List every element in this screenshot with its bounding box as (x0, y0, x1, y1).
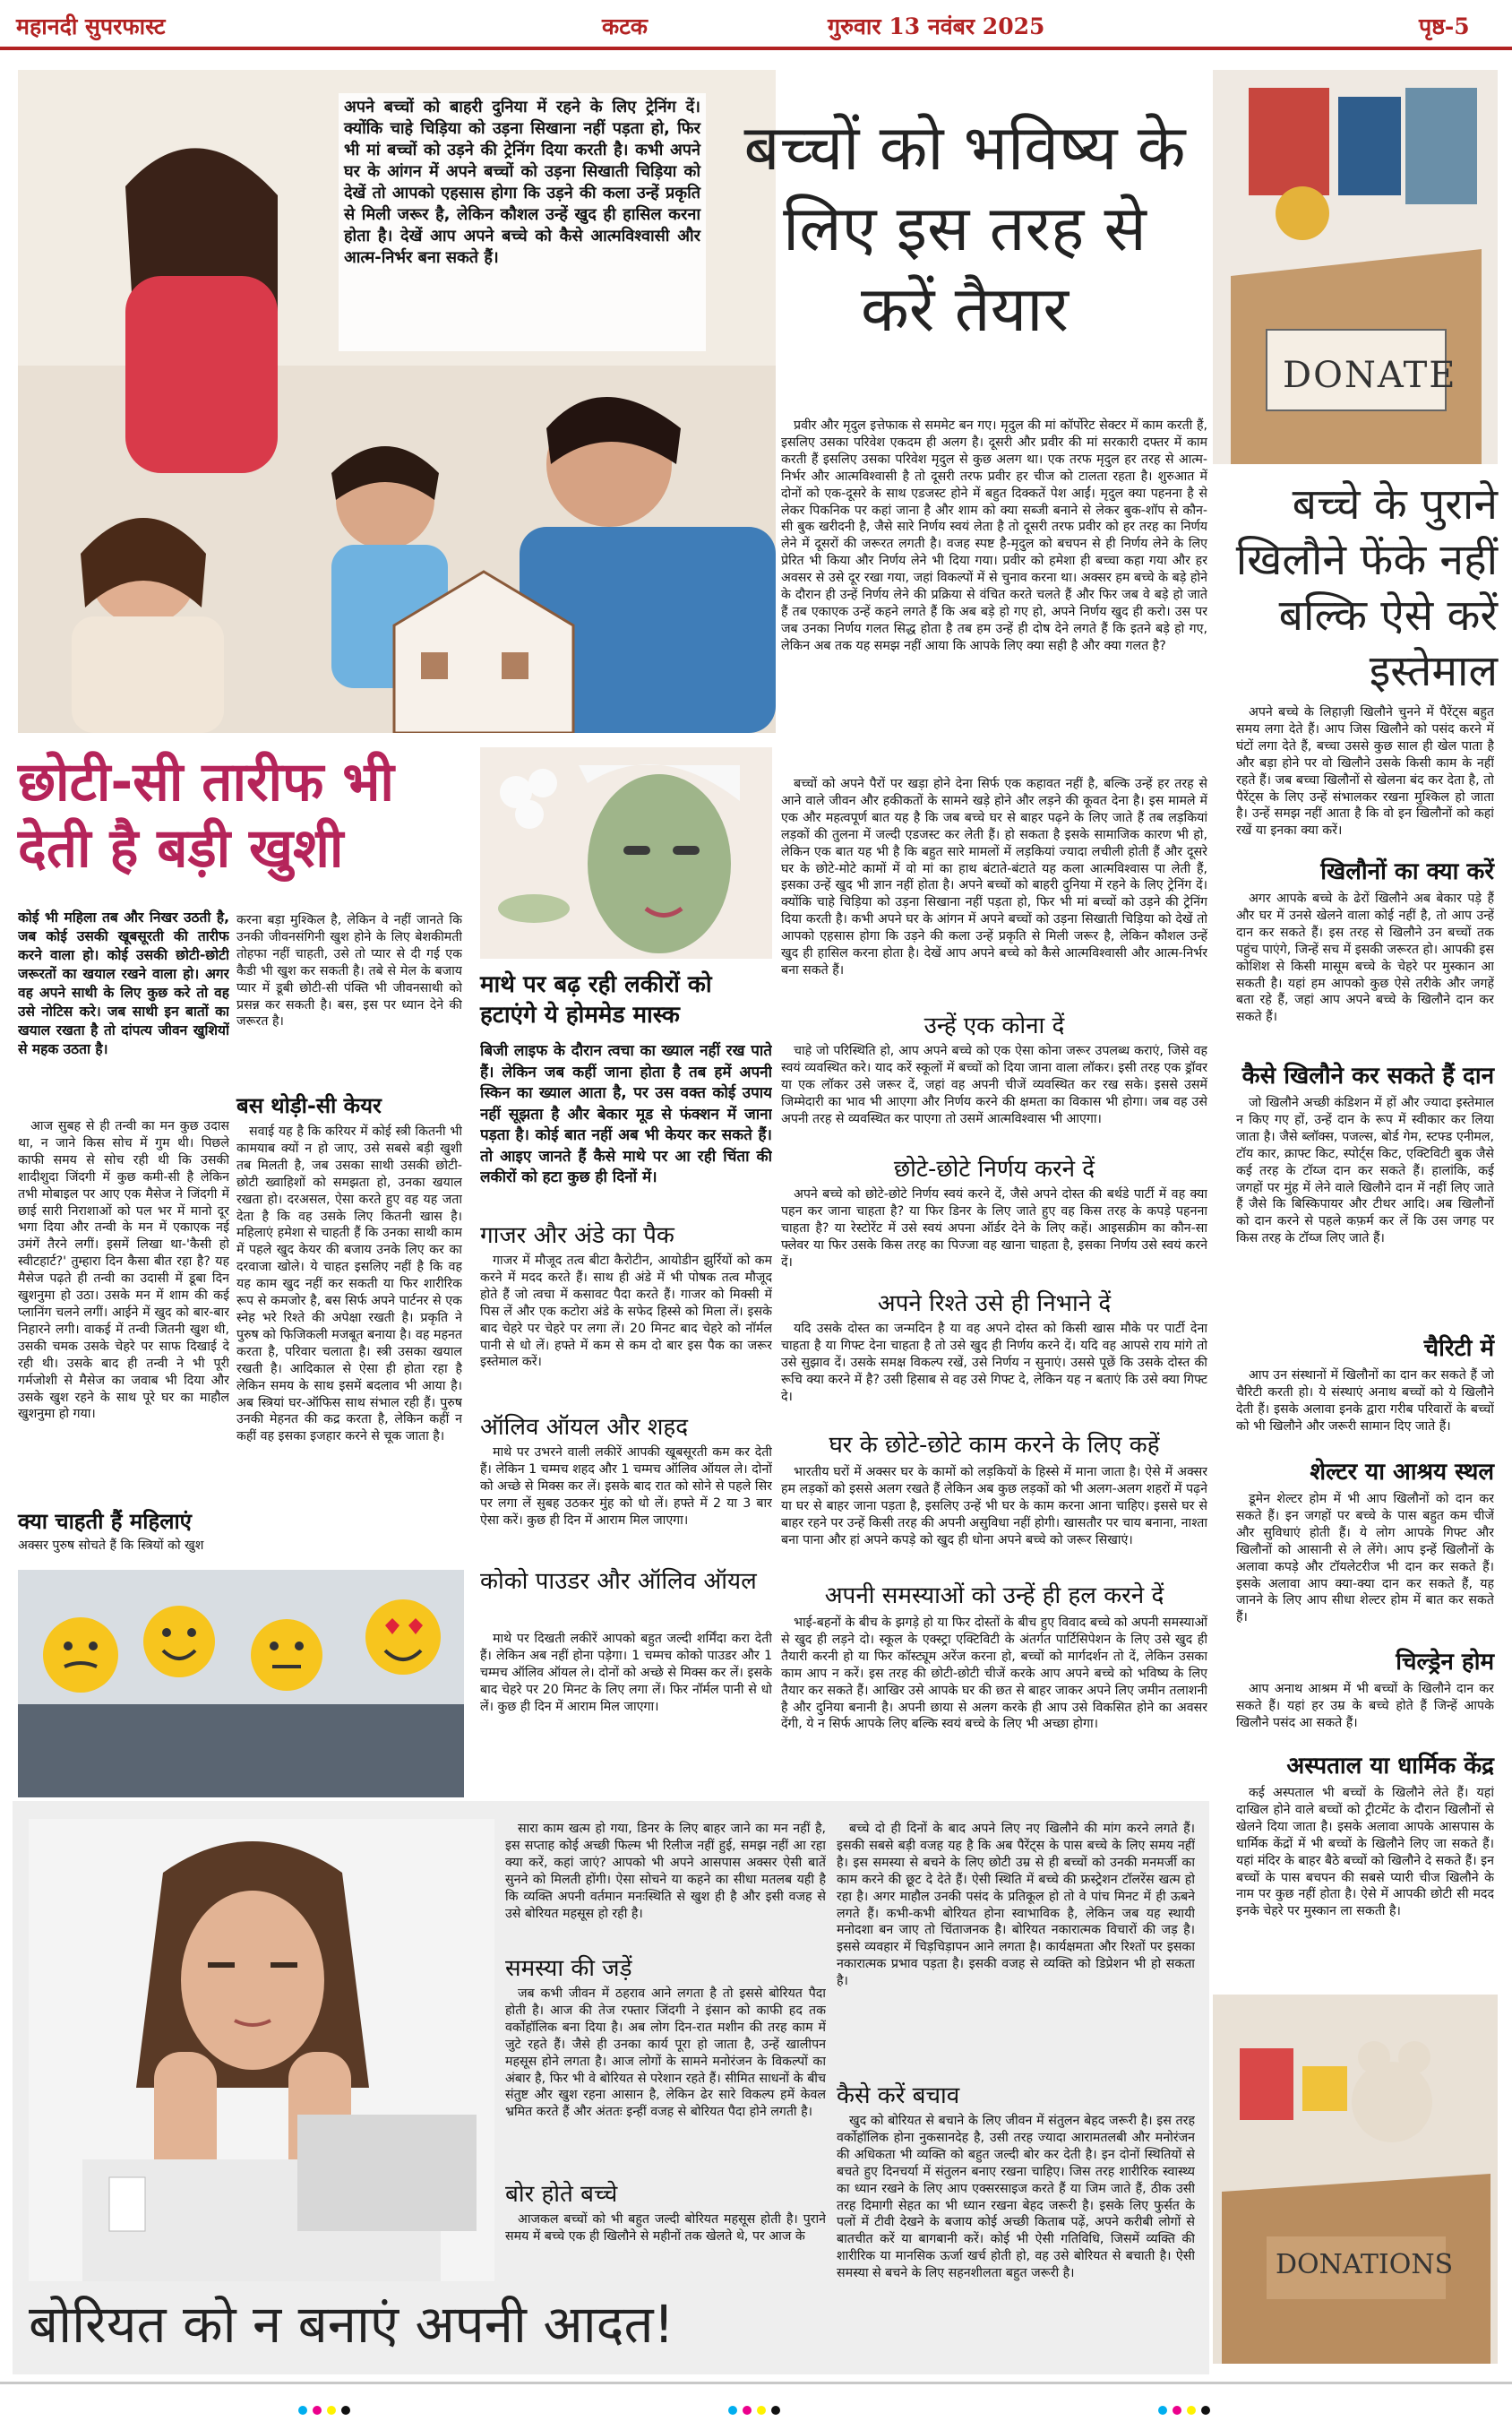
emoji-photo (18, 1570, 464, 1797)
text-olive: माथे पर उभरने वाली लकीरें आपकी खूबसूरती कम कर देती हैं। लेकिन 1 चम्मच शहद और 1 चम्मच ऑलिव ऑयल ले। दोनों को अच्छे से मिक्स कर लें। इसके बाद रात को सोने से पहले सिर पर लगा लें सुबह उठकर मुंह को धो लें। हफ्ते में 2 या 3 बार ऐसा करें। कुछ ही दिन में आराम मिल जाएगा। (480, 1445, 772, 1528)
donate-box-photo (1213, 70, 1498, 464)
tarif-col1: आज सुबह से ही तन्वी का मन कुछ उदास था, न जाने किस सोच में गुम थी। पिछले काफी समय से सोच रही थी कि उसकी शादीशुदा जिंदगी में कुछ कमी-सी है लेकिन तभी मोबाइल पर आए एक मैसेज ने जिंदगी में छाई सारी निराशाओं को पल भर में मानो दूर भगा दिया और तन्वी के मन में एकाएक नई उमंगें तैरने लगीं। इसमें लिखा था-'कैसी हो स्वीटहार्ट?' तुम्हारा दिन कैसा बीत रहा है? यह मैसेज पढ़ते ही तन्वी का उदासी में डूबा दिन खुशनुमा हो उठा। उसके मन में शाम की कई प्लानिंग चलने लगीं। आईने में खुद को बार-बार निहारने लगी। वाकई में तन्वी जितनी खुश थी, उसकी चमक उसके चेहरे पर साफ दिखाई दे रही थी। उसके बाद ही तन्वी ने भी पूरी गर्मजोशी से मैसेज का जवाब भी दिया और उसके खुश रहने के साथ पूरे घर का माहौल खुशनुमा हो गया। (18, 1119, 229, 1422)
toys-intro: अपने बच्चे के लिहाज़ी खिलौने चुनने में पैरेंट्स बहुत समय लगा देते हैं। आप जिस खिलौने को पसंद करने में घंटों लगा देते हैं, बच्चा उससे कुछ साल ही खेल पाता है और बड़ा होने पर वो खिलौने उसके किसी काम के नहीं रहते हैं। जब बच्चा खिलौनों से खेलना बंद कर देता है, तो पैरेंट्स के लिए उन्हें संभालकर रखना मुश्किल हो जाता है। उन्हें समझ नहीं आता है कि वो इन खिलौनों को कहां रखें या इनका क्या करें। (1236, 705, 1494, 839)
page-header (0, 0, 1512, 50)
heading-olive: ऑलिव ऑयल और शहद (480, 1414, 689, 1441)
text-nirnay: अपने बच्चे को छोटे-छोटे निर्णय स्वयं करने दें, जैसे अपने दोस्त की बर्थडे पार्टी में वह क्या पहन कर जाना चाहता है? या फिर डिनर के लिए जाते हुए वह किस तरह के कपड़े पहनना चाहता है? या रेस्टोरेंट में उसे स्वयं अपना ऑर्डर देने के लिए कहें। आइसक्रीम का कौन-सा फ्लेवर या फिर उसके किस तरह का पिज्जा वह खाना चाहता है, इसका निर्णय उसे स्वयं करने दें। (781, 1187, 1207, 1270)
heading-bor-bacche: बोर होते बच्चे (505, 2181, 618, 2208)
heading-kona: उन्हें एक कोना दें (924, 1012, 1065, 1039)
text-children-home: आप अनाथ आश्रम में भी बच्चों के खिलौने दान कर सकते हैं। यहां हर उम्र के बच्चे होते हैं जिन्हें आपके खिलौने पसंद आ सकते हैं। (1236, 1682, 1494, 1730)
text-daan: जो खिलौने अच्छी कंडिशन में हों और ज्यादा इस्तेमाल न किए गए हों, उन्हें दान के रूप में स्वीकार कर लिया जाता है। जैसे ब्लॉक्स, पजल्स, बोर्ड गेम, स्टफ्ड एनीमल, टॉय कार, क्राफ्ट किट, स्पोर्ट्स किट, एक्टिविटी बुक जैसे कई तरह के टॉय्ज दान कर सकते हैं। हालांकि, कई जगहों पर मुंह में लेने वाले खिलौने दान में नहीं लिए जाते हैं जैसे कि बिस्किपायर और टीथर आदि। अब खिलौनों को दान करने से पहले कफ़र्म कर लें कि उस जगह पर किस तरह के टॉय्ज लिए जाते हैं। (1236, 1096, 1494, 1246)
heading-samasya: अपनी समस्याओं को उन्हें ही हल करने दें (824, 1582, 1164, 1609)
heading-bas: बस थोड़ी-सी केयर (236, 1093, 382, 1118)
text-samasya-jad: जब कभी जीवन में ठहराव आने लगता है तो इससे बोरियत पैदा होती है। आज की तेज रफ्तार जिंदगी ने इंसान को काफी हद तक वर्कोहॉलिक बना दिया है। अब लोग दिन-रात मशीन की तरह काम में जुटे रहते हैं। जैसे ही उनका कार्य पूरा हो जाता है, उन्हें खालीपन महसूस होने लगता है। आज लोगों के सामने मनोरंजन के विकल्पों का अंबार है, फिर भी वे बोरियत से परेशान रहते हैं। सीमित साधनों के बीच संतुष्ट और खुश रहना आसान है, लेकिन ढेर सारे विकल्प हमें केवल भ्रमित करते हैं और अंततः इन्हीं वजह से बोरियत पैदा होने लगती है। (505, 1986, 826, 2120)
text-samasya: भाई-बहनों के बीच के झगड़े हो या फिर दोस्तों के बीच हुए विवाद बच्चे को अपनी समस्याओं से खुद ही लड़ने दो। स्कूल के एक्स्ट्रा एक्टिविटी के अंतर्गत पार्टिसिपेशन के लिए उसे खुद ही तैयारी करनी हो या फिर कॉस्ट्यूम अरेंज करना हो, बच्चों को मार्गदर्शन तो दें, लेकिन उसका काम आप न करें। इस तरह की छोटी-छोटी चीजें करके आप अपने बच्चे को भविष्य के लिए तैयार कर सकते हैं। आखिर उसे आपके घर की छत से बाहर जाकर अपने लिए जमीन तलाशनी है और दुनिया बनानी है। अपनी छाया से अलग करके ही आप उसे विकसित होने का अवसर देंगी, ये न सिर्फ आपके लिए बल्कि स्वयं बच्चे के लिए भी अच्छा होगा। (781, 1616, 1207, 1732)
mask-intro: बिजी लाइफ के दौरान त्वचा का ख्याल नहीं रख पाते हैं। लेकिन जब कहीं जाना होता है तब हमें अपनी स्किन का ख्याल आता है, पर उस वक्त कोई उपाय नहीं सूझता है और बेकार मूड से फंक्शन में जाना पड़ता है। कोई बात नहीं अब भी केयर कर सकते हैं। तो आइए जानते हैं कैसे माथे पर आ रही चिंता की लकीरों को हटा कुछ ही दिनों में। (480, 1042, 772, 1186)
heading-bachav: कैसे करें बचाव (837, 2082, 960, 2109)
text-hospital: कई अस्पताल भी बच्चों के खिलौने लेते हैं। यहां दाखिल होने वाले बच्चों को ट्रीटमेंट के दौरान खिलौनों से खेलने दिया जाता है। इसके अलावा आपके आसपास के धार्मिक केंद्रों में भी बच्चों के खिलौने लिए जा सकते हैं। यहां मंदिर के बाहर बैठे बच्चों को खिलौने दे सकते हैं। इन बच्चों के पास बचपन की सबसे प्यारी चीज खिलौने के नाम पर कुछ नहीं होता है। ऐसे में आपकी छोटी सी मदद इनके चेहरे पर मुस्कान ला सकती है। (1236, 1786, 1494, 1919)
text-khilone: अगर आपके बच्चे के ढेरों खिलौने अब बेकार पड़े हैं और घर में उनसे खेलने वाला कोई नहीं है, तो आप उन्हें दान कर सकते हैं। इस तरह से खिलौने उन बच्चों तक पहुंच पाएंगे, जिन्हें सच में इसकी जरूरत हो। आपकी इस कोशिश से किसी मासूम बच्चे के चेहरे पर मुस्कान आ सकती है। यहां हम आपको कुछ ऐसे तरीके और जगहें बता रहे हैं, जहां आप अपने बच्चे के खिलौने दान कर सकते हैं। (1236, 892, 1494, 1025)
text-coco: माथे पर दिखती लकीरें आपको बहुत जल्दी शर्मिंदा करा देती हैं। लेकिन अब नहीं होना पड़ेगा। 1 चम्मच कोको पाउडर और 1 चम्मच ऑलिव ऑयल ले। दोनों को अच्छे से मिक्स कर लें। इसके बाद चेहरे पर 20 मिनट के लिए लगा लें। फिर नॉर्मल पानी से धो लें। कुछ ही दिन में आराम मिल जाएगा। (480, 1632, 772, 1714)
text-rishte: यदि उसके दोस्त का जन्मदिन है या वह अपने दोस्त को किसी खास मौके पर पार्टी देना चाहता है या गिफ्ट देना चाहता है तो उसे खुद ही निर्णय करने दें। यदि वह आपसे राय मांगे तो उसे सुझाव दें। उसके समक्ष विकल्प रखें, उसे निर्णय न सुनाएं। उससे पूछें कि उसके दोस्त की रूचि क्या करने में है? उसी हिसाब से वह उसे गिफ्ट दे, लेकिन यह न बताएं कि उसे क्या गिफ्ट दे। (781, 1322, 1207, 1404)
boriyat-col2a: बच्चे दो ही दिनों के बाद अपने लिए नए खिलौने की मांग करने लगते हैं। इसकी सबसे बड़ी वजह यह है कि अब पैरेंट्स के पास बच्चे के लिए समय नहीं है। इस समस्या से बचने के लिए छोटी उम्र से ही बच्चों को उनकी मनमर्जी का काम करने की छूट दे देते हैं। ऐसी स्थिति में बच्चे की फ्रस्ट्रेशन टॉलरेंस खत्म हो रहा है। अगर माहौल उनकी पसंद के प्रतिकूल हो तो वे पांच मिनट में ही ऊबने लगते हैं। कभी-कभी बोरियत होना स्वाभाविक है, लेकिन जब यह स्थायी मनोदशा बन जाए तो चिंताजनक है। बोरियत नकारात्मक विचारों की जड़ है। इससे व्यवहार में चिड़चिड़ापन आने लगता है। कार्यक्षमता और रिश्तों पर इसका नकारात्मक प्रभाव पड़ता है। इसकी वजह से व्यक्ति को डिप्रेशन भी हो सकता है। (837, 1822, 1195, 1989)
city-name: कटक (602, 13, 649, 39)
date-line: गुरुवार 13 नवंबर 2025 (828, 13, 1045, 39)
mask-headline: माथे पर बढ़ रही लकीरों को हटाएंगे ये होममेड मास्क (480, 971, 712, 1029)
heading-shelter: शेल्टर या आश्रय स्थल (1310, 1459, 1494, 1486)
text-gajar: गाजर में मौजूद तत्व बीटा कैरोटीन, आयोडीन झुर्रियों को कम करने में मदद करते हैं। साथ ही अंडे में भी पोषक तत्व मौजूद होते हैं जो त्वचा में कसावट पैदा करते हैं। गाजर को मिक्सी में पिस लें और एक कटोरा अंडे के सफेद हिस्से को मिला लें। इसके बाद चेहरे पर चेहरे पर लगा लें। 20 मिनट बाद चेहरे को नॉर्मल पानी से धो लें। हफ्ते में कम से कम दो बार इस पैक का जरूर इस्तेमाल करें। (480, 1254, 772, 1370)
page-footer (0, 2376, 1512, 2430)
heading-coco: कोको पाउडर और ऑलिव ऑयल (480, 1568, 757, 1595)
heading-kya: क्या चाहती हैं महिलाएं (18, 1509, 192, 1534)
heading-charity: चैरिटी में (1423, 1335, 1494, 1362)
heading-khilone: खिलौनों का क्या करें (1320, 858, 1494, 885)
tarif-col2a: करना बड़ा मुश्किल है, लेकिन वे नहीं जानते कि उनकी जीवनसंगिनी खुश होने के लिए बेशकीमती तोहफा नहीं चाहती, उसे तो प्यार से दी गई एक कैडी भी खुश कर सकती है। तबे से मेल के बजाय प्यार में डूबी छोटी-सी पंक्ति भी जीवनसाथी को प्रसन्न कर सकती है। बस, इस पर ध्यान देने की जरूरत है। (236, 913, 462, 1030)
tarif-headline: छोटी-सी तारीफ भी देती है बड़ी खुशी (18, 751, 394, 880)
top-body-1: प्रवीर और मृदुल इत्तेफाक से सममेट बन गए। मृदुल की मां कॉर्पोरेट सेक्टर में काम करती हैं, इसलिए उसका परिवेश एकदम ही अलग है। दूसरी और प्रवीर की मां सरकारी दफ्तर में काम करती हैं इसलिए उसका परिवेश मृदुल से कुछ अलग था। एक तरफ मृदुल हर तरह से आत्म-निर्भर और आत्मविश्वासी है तो दूसरी तरफ प्रवीर हर चीज को टालता रहता है। शुरुआत में दोनों को एक-दूसरे के साथ एडजस्ट होने में बहुत दिक्कतें पेश आईं। मृदुल क्या पहनना है से लेकर पिकनिक पर कहां जाना है और शाम को क्या सब्जी बनाने से लेकर बुक-शॉप से कौन-सी बुक खरीदनी है, जैसे सारे निर्णय स्वयं लेता है तो दूसरी तरफ प्रवीर को हर तरह का निर्णय लेने में दूसरों की जरूरत लगती है। वजह स्पष्ट है-मृदुल को बचपन से ही निर्णय लेने के लिए प्रेरित भी किया और निर्णय लेने भी दिया गया। प्रवीर को हमेशा ही बच्चा कहा गया और हर अवसर से उसे दूर रखा गया, जहां विकल्पों में से चुनाव करना था। अक्सर हम बच्चे के बड़े होने के दौरान ही उन्हें निर्णय लेने की प्रक्रिया से वंचित करते चलते हैं और फिर जब वे बड़े हो जाते हैं तब एकाएक उन्हें कहने लगते हैं कि अब बड़े हो गए हो, अपने निर्णय खुद ही करो। उस पर जब उनका निर्णय गलत सिद्ध होता है तब हम उन्हें ही दोष देने लगते हैं कि इतने बड़े हो गए, लेकिन अब तक यह समझ नहीं आया कि आपके लिए क्या सही है और क्या गलत है? (781, 418, 1207, 653)
heading-ghar: घर के छोटे-छोटे काम करने के लिए कहें (829, 1432, 1160, 1459)
bored-woman-photo (29, 1819, 494, 2281)
text-charity: आप उन संस्थानों में खिलौनों का दान कर सकते हैं जो चैरिटी करती हो। ये संस्थाएं अनाथ बच्चों को ये खिलौने देती हैं। इसके अलावा इनके द्वारा गरीब परिवारों के बच्चों को भी खिलौने और जरूरी सामान दिए जाते हैं। (1236, 1368, 1494, 1434)
tarif-col2b: सवाई यह है कि करियर में कोई स्त्री कितनी भी कामयाब क्यों न हो जाए, उसे सबसे बड़ी खुशी तब मिलती है, जब उसका साथी उसकी छोटी-छोटी ख्वाहिशों को समझता हो, उनका खयाल रखता हो। दरअसल, ऐसा करते हुए वह यह जता देता है कि वह उसके लिए कितनी खास है। महिलाएं हमेशा से चाहती हैं कि उनका साथी काम में पहले खुद केयर की बजाय उनके लिए कर का दरवाजा खोले। ये चाहत इसलिए नहीं है कि वह यह काम खुद नहीं कर सकती या फिर शारीरिक रूप से कमजोर है, बस सिर्फ अपने पार्टनर से एक स्नेह भरे रिश्ते की अपेक्षा रखती है। प्रकृति ने पुरुष को फिजिकली मजबूत बनाया है। वह महनत करता है, परिवार चलाता है। स्त्री उसका खयाल रखती है। आदिकाल से ऐसा ही होता रहा है लेकिन समय के साथ इसमें बदलाव भी आया है। अब स्त्रियां घर-ऑफिस साथ संभाल रही हैं। पुरुष उनकी मेहनत की कद्र करता है, लेकिन कहीं न कहीं वह इसका इजहार करने से चूक जाता है। (236, 1125, 462, 1444)
text-bachav: खुद को बोरियत से बचाने के लिए जीवन में संतुलन बेहद जरूरी है। इस तरह वर्कोहॉलिक होना नुकसानदेह है, उसी तरह ज्यादा आरामतलबी और मनोरंजन की अधिकता भी व्यक्ति को बहुत जल्दी बोर कर देती है। इन दोनों स्थितियों से बचते हुए दिनचर्या में संतुलन बनाए रखना चाहिए। जिस तरह शारीरिक स्वास्थ्य का ध्यान रखने के लिए आप एक्सरसाइज करते हैं या जिम जाते हैं, ठीक उसी तरह दिमागी सेहत का भी ध्यान रखना बेहद जरूरी है। इसके लिए फुर्सत के पलों में टीवी देखने के बजाय कोई अच्छी किताब पढ़ें, अपने करीबी लोगों से बातचीत करें या बागबानी करें। कोई भी ऐसी गतिविधि, जिसमें व्यक्ति की शारीरिक या मानसिक ऊर्जा खर्च होती हो, वह उसे बोरियत से बचाती है। ऐसी समस्या से बचने के लिए सहनशीलता बहुत जरूरी है। (837, 2114, 1195, 2281)
toys-headline: बच्चे के पुराने खिलौने फेंके नहीं बल्कि ऐसे करें इस्तेमाल (1235, 479, 1498, 696)
main-headline: बच्चों को भविष्य के लिए इस तरह से करें तैयार (743, 111, 1186, 346)
registration-marks-left (296, 2401, 353, 2418)
registration-marks-right (1155, 2401, 1213, 2418)
heading-gajar: गाजर और अंडे का पैक (480, 1222, 674, 1249)
text-kona: चाहे जो परिस्थिति हो, आप अपने बच्चे को एक ऐसा कोना जरूर उपलब्ध कराएं, जिसे वह स्वयं व्यवस्थित करे। याद करें स्कूलों में बच्चों को दिया जाना वाला लॉकर। इसी तरह एक ड्रॉवर या एक लॉकर उसे जरूर दें, जहां वह अपनी चीजें व्यवस्थित कर रख सके। इससे उसमें जिम्मेदारी का भाव भी आएगा और निर्णय करने की क्षमता का विकास भी होगा। जब वह उसे अपनी तरह से व्यवस्थित कर पाएगा तो उसमें आत्मविश्वास भी आएगा। (781, 1044, 1207, 1126)
heading-hospital: अस्पताल या धार्मिक केंद्र (1286, 1753, 1494, 1779)
page-number: पृष्ठ-5 (1419, 13, 1470, 39)
donate-label: DONATE (1283, 355, 1457, 396)
heading-daan: कैसे खिलौने कर सकते हैं दान (1241, 1063, 1494, 1090)
text-shelter: डूमेन शेल्टर होम में भी आप खिलौनों को दान कर सकते हैं। इन जगहों पर बच्चे के पास बहुत कम चीजें और सुविधाएं होती हैं। ये लोग आपके गिफ्ट और खिलौनों को आसानी से ले लेंगे। आप इन्हें खिलौनों के अलावा कपड़े और टॉयलेटरीज भी दान कर सकते हैं। इसके अलावा आप क्या-क्या दान कर सकते हैं, यह जानने के लिए आप सीधा शेल्टर होम में बात कर सकते हैं। (1236, 1492, 1494, 1625)
donations-box-photo (1213, 1995, 1498, 2364)
mask-photo (480, 747, 772, 959)
heading-children-home: चिल्ड्रेन होम (1396, 1649, 1494, 1676)
heading-samasya-jad: समस्या की जड़ें (505, 1955, 632, 1982)
registration-marks-center (726, 2401, 783, 2418)
top-body-2: बच्चों को अपने पैरों पर खड़ा होने देना सिर्फ एक कहावत नहीं है, बल्कि उन्हें हर तरह से आने वाले जीवन और हकीकतों के सामने खड़े होने और लड़ने की कूवत देना है। इस मामले में एक और महत्वपूर्ण बात यह है कि जब बच्चे घर से बाहर पढ़ने के लिए जाते हैं तब लड़कियां लड़कों की तुलना में जल्दी एडजस्ट कर लेती हैं। हो सकता है इसके सामाजिक कारण भी हो, लेकिन एक बात यह भी है कि बहुत सारे मामलों में लड़कियां ज्यादा लचीली होती हैं और दूसरे घर के छोटे-मोटे कामों में वो मां का हाथ बंटाते-बंटाते यह कला आत्मविश्वास पा लेती हैं, इसका उन्हें खुद भी ज्ञान नहीं होता है। अपने बच्चों को बाहरी दुनिया में रहने के लिए ट्रेनिंग दें। क्योंकि चाहे चिड़िया को उड़ना सिखाना नहीं पड़ता हो, फिर भी मां बच्चों को उड़ने की ट्रेनिंग दिया करती है। कभी अपने घर के आंगन में अपने बच्चों को उड़ना सिखाती चिड़िया को देखें तो आपको एहसास होगा कि उड़ने की कला उन्हें प्रकृति से मिली जरूर है, लेकिन कौशल उन्हें खुद ही हासिल करना होता है। देखें आप अपने बच्चे को कैसे आत्मविश्वासी और आत्म-निर्भर बना सकते हैं। (781, 777, 1207, 978)
heading-rishte: अपने रिश्ते उसे ही निभाने दें (877, 1290, 1112, 1317)
heading-nirnay: छोटे-छोटे निर्णय करने दें (893, 1156, 1095, 1183)
text-kya: अक्सर पुरुष सोचते हैं कि स्त्रियों को खुश (18, 1538, 204, 1553)
text-ghar: भारतीय घरों में अक्सर घर के कामों को लड़कियों के हिस्से में माना जाता है। ऐसे में अक्सर हम लड़कों को इससे अलग रखते हैं लेकिन अब कुछ लड़कों को भी अलग-अलग शहरों में पढ़ने या घर से बाहर जाना पड़ता है, इसलिए उन्हें भी घर के काम करना आना चाहिए। इससे घर से बाहर रहने पर उन्हें किसी तरह की अपनी असुविधा नहीं होगी। खासतौर पर चाय बनाना, नाश्ता बना पाना और हां अपने कपड़े को खुद ही धोना अपने बच्चे को जरूर सिखाएं। (781, 1465, 1207, 1547)
newspaper-name: महानदी सुपरफास्ट (16, 13, 166, 39)
tarif-intro: कोई भी महिला तब और निखर उठती है, जब कोई उसकी खूबसूरती की तारीफ करने वाला हो। कोई उसकी छोटी-छोटी जरूरतों का खयाल रखने वाला हो। अगर वह अपने साथी के लिए कुछ करे तो वह उसे नोटिस करे। जब साथी इन बातों का खयाल रखता है तो दांपत्य जीवन खुशियों से महक उठता है। (18, 909, 229, 1057)
boriyat-headline: बोरियत को न बनाएं अपनी आदत! (29, 2294, 674, 2355)
top-intro: अपने बच्चों को बाहरी दुनिया में रहने के लिए ट्रेनिंग दें। क्योंकि चाहे चिड़िया को उड़ना सिखाना नहीं पड़ता हो, फिर भी मां बच्चों को उड़ने की ट्रेनिंग दिया करती है। कभी अपने घर के आंगन में अपने बच्चों को उड़ना सिखाती चिड़िया को देखें तो आपको एहसास होगा कि उड़ने की कला उन्हें प्रकृति से मिली जरूर है, लेकिन कौशल उन्हें खुद ही हासिल करना होता है। देखें आप अपने बच्चे को कैसे आत्मविश्वासी और आत्म-निर्भर बना सकते हैं। (339, 93, 706, 351)
donations-label: DONATIONS (1276, 2249, 1454, 2280)
boriyat-p1: सारा काम खत्म हो गया, डिनर के लिए बाहर जाने का मन नहीं है, इस सप्ताह कोई अच्छी फिल्म भी रिलीज नहीं हुई, समझ नहीं आ रहा क्या करें, कहां जाएं? आपको भी अपने आसपास अक्सर ऐसी बातें सुनने को मिलती होंगी। ऐसा सोचने या कहने का सीधा मतलब यही है कि व्यक्ति अपनी वर्तमान मनःस्थिति से खुश ही है और इसी वजह से उसे बोरियत महसूस हो रही है। (505, 1822, 826, 1921)
text-bor-bacche: आजकल बच्चों को भी बहुत जल्दी बोरियत महसूस होती है। पुराने समय में बच्चे एक ही खिलौने से महीनों तक खेलते थे, पर आज के (505, 2212, 826, 2244)
